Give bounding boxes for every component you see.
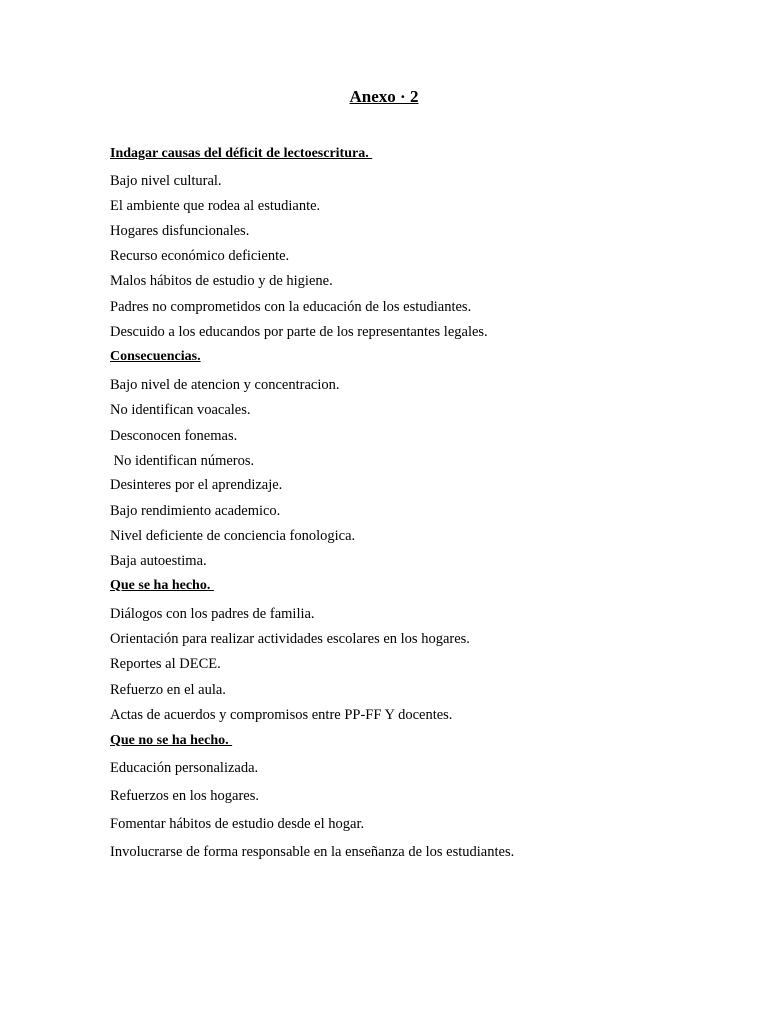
list-item: Refuerzos en los hogares. bbox=[110, 788, 259, 804]
list-item: Actas de acuerdos y compromisos entre PP-FF Y docentes. bbox=[110, 707, 453, 723]
list-item: Educación personalizada. bbox=[110, 760, 259, 776]
list-item: Bajo nivel cultural. bbox=[110, 173, 222, 189]
list-item: Fomentar hábitos de estudio desde el hogar. bbox=[110, 816, 365, 832]
list-item: Descuido a los educandos por parte de los representantes legales. bbox=[110, 324, 488, 340]
list-item: Bajo nivel de atencion y concentracion. bbox=[110, 377, 340, 393]
list-item: Baja autoestima. bbox=[110, 553, 207, 569]
list-item: Hogares disfuncionales. bbox=[110, 223, 250, 239]
list-item: Reportes al DECE. bbox=[110, 656, 221, 672]
section-heading-consequences: Consecuencias. bbox=[110, 349, 201, 364]
list-item: Padres no comprometidos con la educación de los estudiantes. bbox=[110, 299, 472, 315]
section-heading-done: Que se ha hecho. bbox=[110, 578, 214, 593]
document-title: Anexo · 2 bbox=[349, 87, 419, 106]
list-item: Refuerzo en el aula. bbox=[110, 682, 226, 698]
list-item: No identifican números. bbox=[110, 453, 255, 469]
list-item: Desconocen fonemas. bbox=[110, 428, 238, 444]
section-heading-causes: Indagar causas del déficit de lectoescritura. bbox=[110, 146, 373, 161]
list-item: Involucrarse de forma responsable en la enseñanza de los estudiantes. bbox=[110, 844, 515, 860]
list-item: Bajo rendimiento academico. bbox=[110, 503, 281, 519]
list-item: Desinteres por el aprendizaje. bbox=[110, 477, 283, 493]
list-item: El ambiente que rodea al estudiante. bbox=[110, 198, 321, 214]
section-heading-not-done: Que no se ha hecho. bbox=[110, 733, 233, 748]
list-item: Nivel deficiente de conciencia fonologica. bbox=[110, 528, 356, 544]
list-item: Recurso económico deficiente. bbox=[110, 248, 290, 264]
list-item: Orientación para realizar actividades escolares en los hogares. bbox=[110, 631, 470, 647]
list-item: No identifican voacales. bbox=[110, 402, 251, 418]
list-item: Malos hábitos de estudio y de higiene. bbox=[110, 273, 333, 289]
list-item: Diálogos con los padres de familia. bbox=[110, 606, 315, 622]
